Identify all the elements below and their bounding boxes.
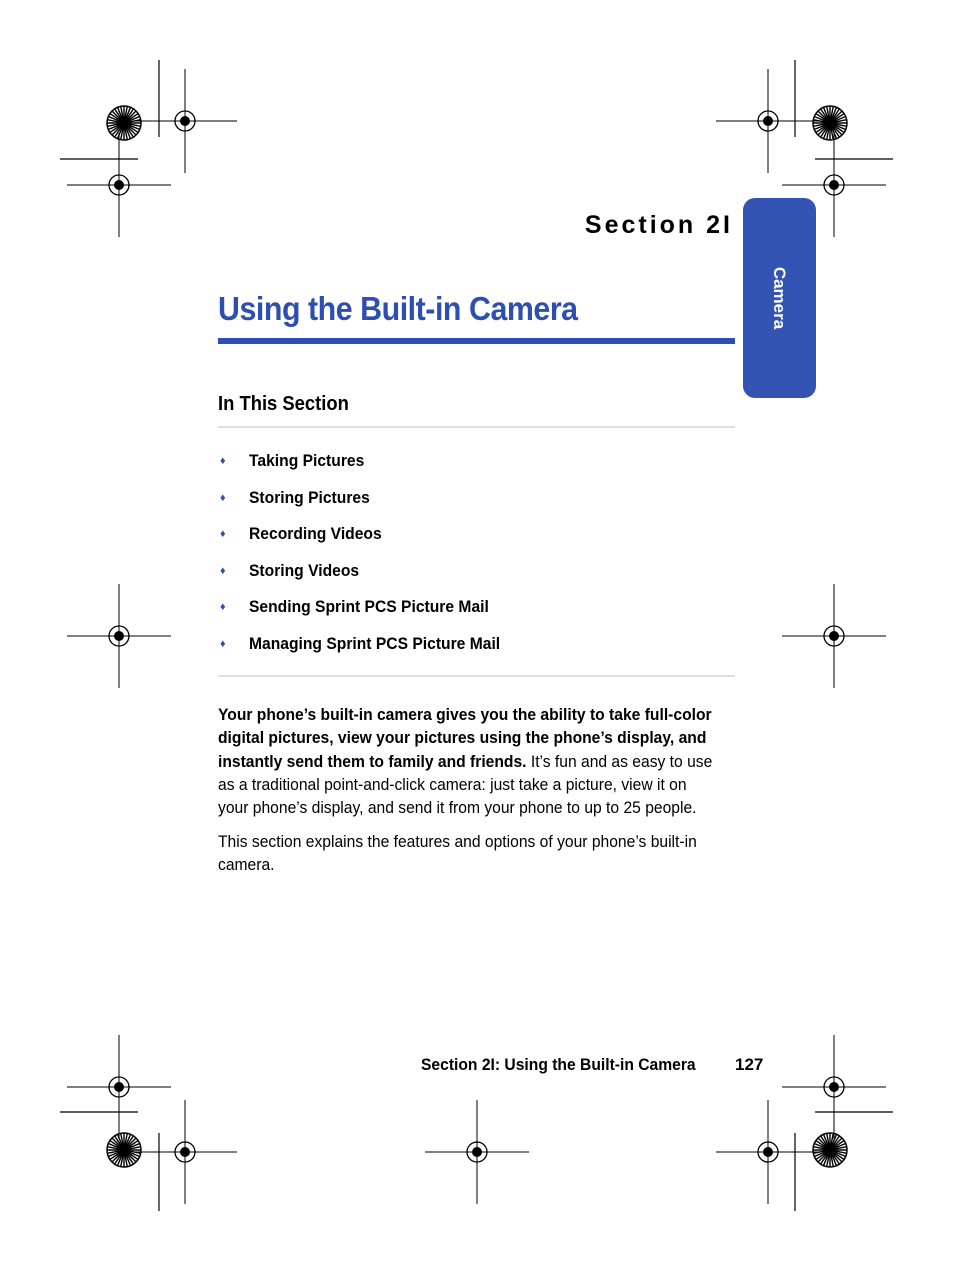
chapter-tab-label-wrap bbox=[743, 198, 816, 398]
diamond-bullet-icon: ♦ bbox=[220, 601, 226, 614]
running-footer-title: Section 2I: Using the Built-in Camera bbox=[421, 1055, 696, 1074]
diamond-bullet-icon: ♦ bbox=[220, 491, 226, 504]
divider-bottom bbox=[218, 675, 735, 677]
chapter-tab-label: Camera bbox=[770, 266, 790, 330]
section-contents-list bbox=[218, 443, 522, 662]
list-item bbox=[218, 443, 522, 480]
list-item-label: Taking Pictures bbox=[249, 451, 365, 471]
list-item-label: Sending Sprint PCS Picture Mail bbox=[249, 597, 489, 617]
list-item bbox=[218, 626, 522, 663]
diamond-bullet-icon: ♦ bbox=[220, 637, 226, 650]
list-item bbox=[218, 516, 522, 553]
diamond-bullet-icon: ♦ bbox=[220, 564, 226, 577]
list-item-label: Storing Videos bbox=[249, 560, 360, 580]
page-number: 127 bbox=[735, 1055, 764, 1074]
list-item bbox=[218, 589, 522, 626]
intro-bold-text: Your phone’s built-in camera gives you the ability to take full-color digital pictures, view your pictures using the phone’s display, and instantly send them to family and friends. bbox=[218, 705, 712, 771]
intro-regular-text: It’s fun and as easy to use as a traditional point-and-click camera: just take a picture, view it on your phone’s display, and send it from your phone to up to 25 people. bbox=[218, 751, 713, 818]
list-item-label: Storing Pictures bbox=[249, 487, 370, 507]
explanation-paragraph: This section explains the features and options of your phone’s built-in camera. bbox=[218, 832, 697, 875]
in-this-section-heading: In This Section bbox=[218, 393, 349, 415]
diamond-bullet-icon: ♦ bbox=[220, 528, 226, 541]
divider-top bbox=[218, 426, 735, 428]
page-title: Using the Built-in Camera bbox=[218, 290, 578, 327]
list-item-label: Managing Sprint PCS Picture Mail bbox=[249, 633, 501, 653]
list-item bbox=[218, 480, 522, 517]
section-label: Section 2I bbox=[584, 211, 733, 239]
list-item bbox=[218, 553, 522, 590]
title-underline bbox=[218, 338, 735, 344]
diamond-bullet-icon: ♦ bbox=[220, 455, 226, 468]
intro-paragraph bbox=[218, 703, 715, 819]
list-item-label: Recording Videos bbox=[249, 524, 382, 544]
